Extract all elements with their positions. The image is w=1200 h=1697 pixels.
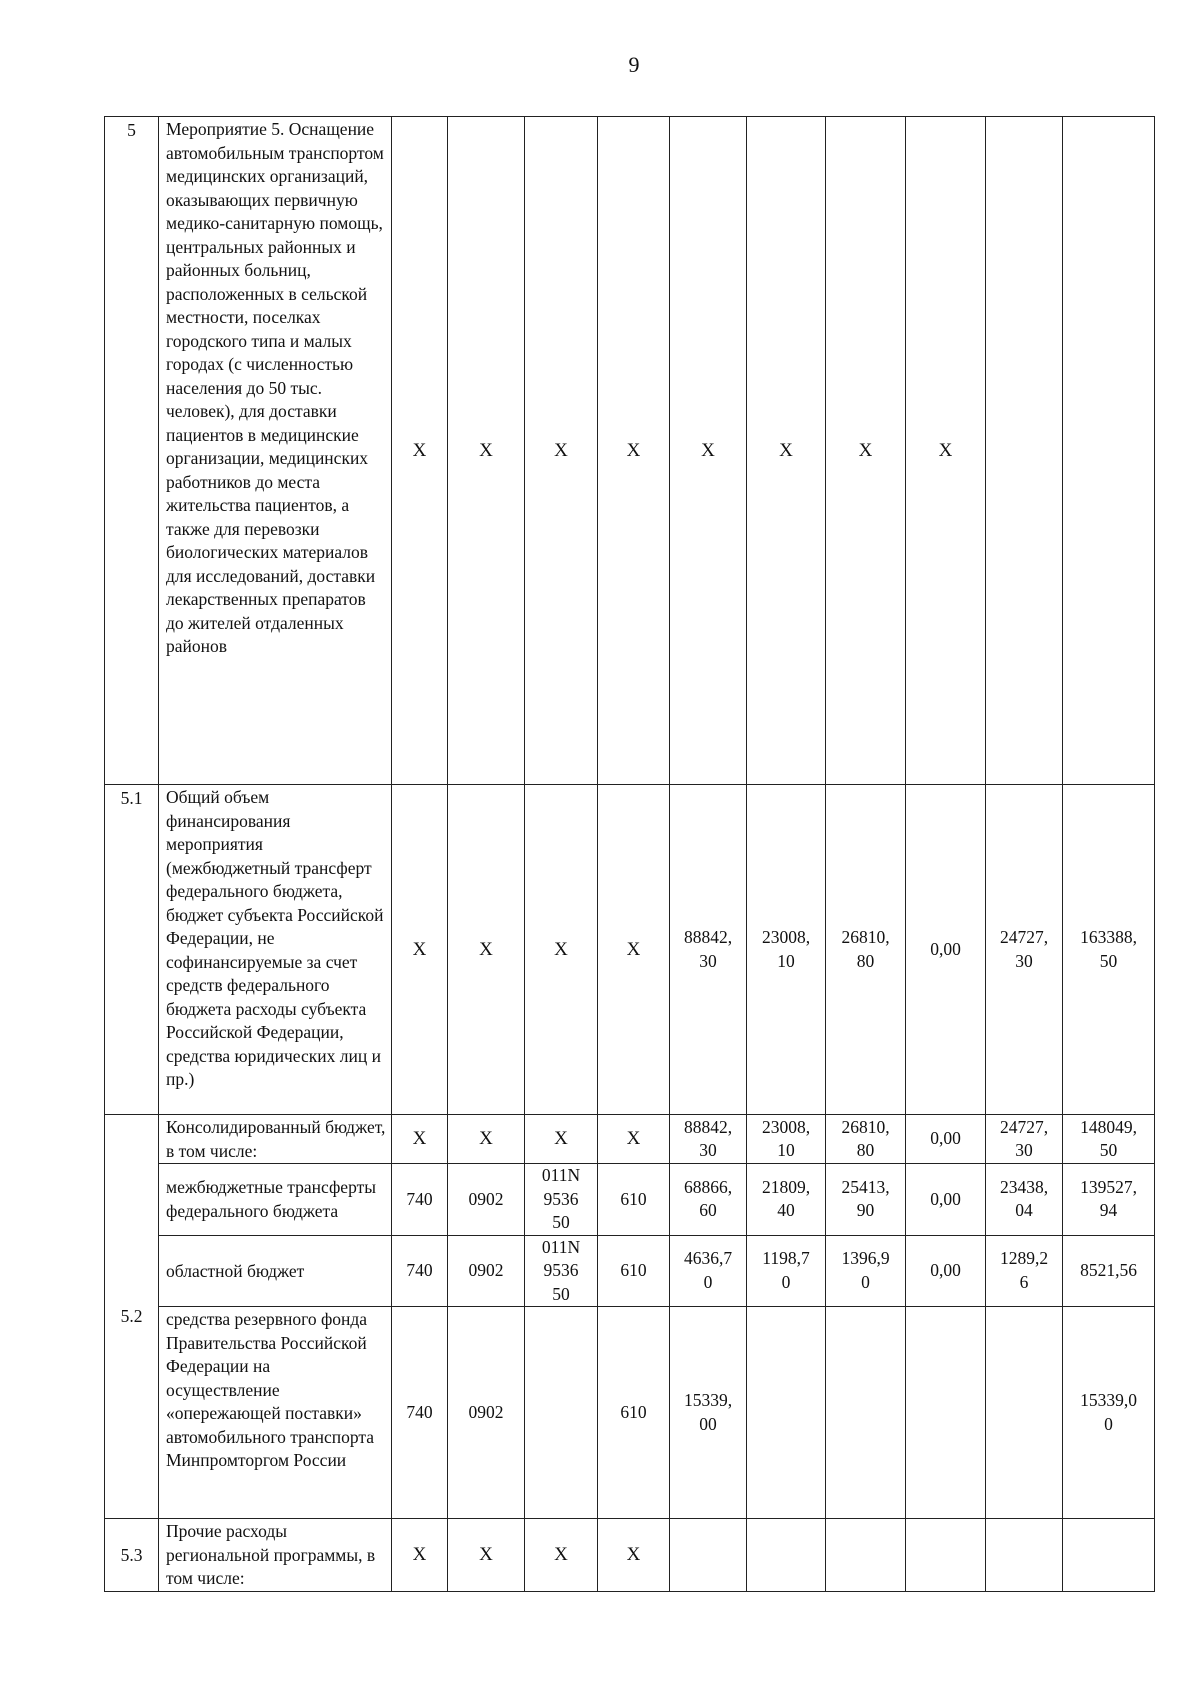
cell-c4 [598,1307,670,1519]
cell-c5 [670,785,747,1115]
cell-value: Х [626,1128,641,1150]
cell-value: 1289,2 6 [999,1248,1049,1292]
cell-c2 [448,785,525,1115]
cell-c4 [598,1519,670,1592]
row-number: 5.3 [105,1519,159,1592]
cell-value: 011N 9536 50 [541,1165,581,1232]
cell-c4 [598,1164,670,1236]
row-number: 5.1 [105,785,159,1115]
cell-c6 [747,785,826,1115]
cell-c7 [826,1307,906,1519]
cell-c3 [525,785,598,1115]
table-row [105,1519,1155,1592]
row-description: Консолидированный бюджет, в том числе: [159,1115,392,1164]
cell-value: 1198,7 0 [762,1248,810,1292]
cell-value: Х [626,1544,641,1565]
cell-value: 610 [620,1260,647,1280]
cell-c4 [598,1115,670,1164]
cell-c5 [670,117,747,785]
cell-c7 [826,117,906,785]
cell-value: 88842, 30 [683,927,733,971]
row-number: 5.2 [105,1115,159,1519]
cell-c2 [448,1235,525,1307]
cell-c8 [906,1164,986,1236]
cell-c9 [986,1519,1063,1592]
cell-c6 [747,1307,826,1519]
cell-value: 740 [406,1401,433,1422]
cell-c10 [1063,1164,1155,1236]
cell-c7 [826,1164,906,1236]
cell-c9 [986,1307,1063,1519]
cell-value: 0,00 [930,1260,961,1280]
table-row [105,1115,1155,1164]
cell-c4 [598,117,670,785]
cell-c6 [747,1235,826,1307]
cell-c8 [906,1115,986,1164]
cell-value: Х [412,439,427,461]
cell-c9 [986,1115,1063,1164]
cell-value: 25413, 90 [841,1176,890,1221]
cell-c9 [986,1164,1063,1236]
cell-c6 [747,1519,826,1592]
cell-c2 [448,1164,525,1236]
cell-c8 [906,117,986,785]
cell-value: 0902 [468,1401,504,1422]
cell-c1 [392,785,448,1115]
cell-c5 [670,1307,747,1519]
cell-value: Х [479,1544,493,1565]
cell-c7 [826,785,906,1115]
table-row [105,1235,1155,1307]
cell-value: 23438, 04 [999,1176,1049,1221]
cell-value: 610 [620,1188,647,1209]
cell-c1 [392,1307,448,1519]
cell-value: 139527, 94 [1080,1176,1137,1221]
cell-c1 [392,1164,448,1236]
cell-c3 [525,1307,598,1519]
cell-value: Х [554,938,568,960]
table-row [105,117,1155,785]
cell-value: 163388, 50 [1080,927,1137,971]
cell-value: 0,00 [930,938,961,959]
page-number: 9 [628,52,640,77]
cell-value: 740 [406,1260,433,1280]
cell-value: 68866, 60 [683,1176,733,1221]
cell-value: Х [412,1128,427,1150]
table-row [105,1307,1155,1519]
row-description: областной бюджет [159,1235,392,1307]
cell-value: 0,00 [930,1188,961,1209]
cell-c3 [525,1164,598,1236]
cell-c7 [826,1235,906,1307]
cell-value: 26810, 80 [841,927,890,971]
cell-c3 [525,1115,598,1164]
cell-value: Х [479,938,493,960]
cell-c10 [1063,785,1155,1115]
cell-c8 [906,1307,986,1519]
cell-value: 23008, 10 [761,1116,811,1160]
cell-value: Х [479,439,493,461]
cell-value: 740 [406,1188,433,1209]
cell-c10 [1063,1307,1155,1519]
cell-value: 88842, 30 [683,1116,733,1160]
cell-c2 [448,1519,525,1592]
cell-value: 15339, 00 [683,1390,733,1434]
cell-value: 24727, 30 [999,1116,1049,1160]
cell-c3 [525,1519,598,1592]
cell-c8 [906,1519,986,1592]
row-description: Мероприятие 5. Оснащение автомобильным транспортом медицинских организаций, оказывающих первичную медико-санитарную помощь, центральных районных и районных больниц, расположенных в сельской местности, поселках городского типа и малых городах (с численностью населения до 50 тыс. человек), для доставки пациентов в медицинские организации, медицинских работников до места жительства пациентов, а также для перевозки биологических материалов для исследований, доставки лекарственных препаратов до жителей отдаленных районов [159,117,392,785]
cell-value: 21809, 40 [761,1176,811,1221]
cell-c2 [448,117,525,785]
cell-c5 [670,1115,747,1164]
cell-c10 [1063,1519,1155,1592]
cell-value: Х [938,439,953,461]
cell-value: 1396,9 0 [841,1248,890,1292]
cell-c10 [1063,1115,1155,1164]
row-description: Прочие расходы региональной программы, в том числе: [159,1519,392,1592]
cell-value: Х [626,439,641,461]
cell-c1 [392,1235,448,1307]
cell-c4 [598,785,670,1115]
cell-c8 [906,785,986,1115]
cell-value: 0902 [468,1188,504,1209]
cell-c6 [747,1164,826,1236]
cell-value: Х [858,439,873,461]
cell-c1 [392,117,448,785]
cell-value: 4636,7 0 [683,1248,733,1292]
cell-c3 [525,1235,598,1307]
cell-value: Х [701,439,715,461]
cell-c1 [392,1115,448,1164]
table-row [105,785,1155,1115]
row-description: средства резервного фонда Правительства Российской Федерации на осуществление «опережающей поставки» автомобильного транспорта Минпромторгом России [159,1307,392,1519]
cell-c7 [826,1519,906,1592]
cell-c10 [1063,117,1155,785]
cell-c9 [986,785,1063,1115]
cell-c4 [598,1235,670,1307]
cell-c3 [525,117,598,785]
cell-c9 [986,117,1063,785]
cell-value: 26810, 80 [841,1116,890,1160]
cell-value: 148049, 50 [1080,1116,1137,1160]
budget-table [104,116,1155,1592]
cell-c8 [906,1235,986,1307]
cell-value: Х [554,1128,568,1150]
cell-c1 [392,1519,448,1592]
cell-value: 8521,56 [1080,1260,1137,1280]
cell-c5 [670,1235,747,1307]
cell-c2 [448,1307,525,1519]
cell-c2 [448,1115,525,1164]
cell-value: Х [779,439,793,461]
cell-value: Х [479,1128,493,1150]
cell-value: 24727, 30 [999,927,1049,971]
cell-value: Х [626,938,641,960]
cell-c6 [747,117,826,785]
cell-c6 [747,1115,826,1164]
cell-c5 [670,1519,747,1592]
cell-c10 [1063,1235,1155,1307]
cell-value: Х [412,938,427,960]
cell-value: 0,00 [930,1128,961,1149]
cell-value: 0902 [468,1260,504,1280]
table-row [105,1164,1155,1236]
cell-value: Х [554,439,568,461]
cell-value: 610 [620,1401,647,1422]
row-number: 5 [105,117,159,785]
cell-c5 [670,1164,747,1236]
cell-value: Х [412,1544,427,1565]
cell-c7 [826,1115,906,1164]
cell-value: Х [554,1544,568,1565]
row-description: Общий объем финансирования мероприятия (межбюджетный трансферт федерального бюджета, бюджет субъекта Российской Федерации, не софинансируемые за счет средств федерального бюджета расходы субъекта Российской Федерации, средства юридических лиц и пр.) [159,785,392,1115]
row-description: межбюджетные трансферты федерального бюджета [159,1164,392,1236]
cell-value: 011N 9536 50 [541,1236,581,1304]
cell-value: 15339,0 0 [1080,1390,1137,1434]
cell-c9 [986,1235,1063,1307]
cell-value: 23008, 10 [761,927,811,971]
